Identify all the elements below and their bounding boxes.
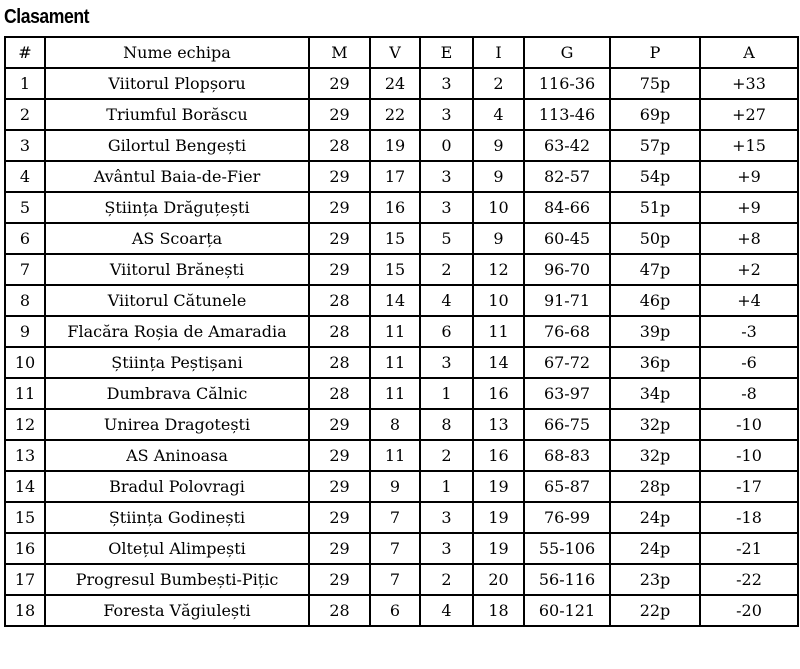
header-row [5, 37, 798, 68]
header-wins: V [370, 37, 420, 68]
team-name-cell: Triumful Borăscu [45, 99, 309, 130]
points-cell: 54p [610, 161, 700, 192]
header-losses: I [473, 37, 524, 68]
wins-cell: 11 [370, 378, 420, 409]
matches-cell: 29 [309, 564, 370, 595]
wins-cell: 24 [370, 68, 420, 99]
matches-cell: 29 [309, 161, 370, 192]
goals-cell: 113-46 [524, 99, 610, 130]
rank-cell: 3 [5, 130, 45, 161]
draws-cell: 8 [420, 409, 473, 440]
team-name-cell: Știința Godinești [45, 502, 309, 533]
rank-cell: 10 [5, 347, 45, 378]
losses-cell: 10 [473, 285, 524, 316]
table-row [5, 471, 798, 502]
team-name-cell: Flacăra Roșia de Amaradia [45, 316, 309, 347]
wins-cell: 11 [370, 440, 420, 471]
team-name-cell: Unirea Dragotești [45, 409, 309, 440]
table-row [5, 564, 798, 595]
points-cell: 34p [610, 378, 700, 409]
points-cell: 69p [610, 99, 700, 130]
points-cell: 46p [610, 285, 700, 316]
table-row [5, 192, 798, 223]
matches-cell: 29 [309, 471, 370, 502]
goal-difference-cell: -8 [700, 378, 798, 409]
wins-cell: 7 [370, 533, 420, 564]
rank-cell: 18 [5, 595, 45, 626]
table-row [5, 533, 798, 564]
header-team-name: Nume echipa [45, 37, 309, 68]
goals-cell: 67-72 [524, 347, 610, 378]
goals-cell: 82-57 [524, 161, 610, 192]
points-cell: 50p [610, 223, 700, 254]
draws-cell: 3 [420, 161, 473, 192]
losses-cell: 4 [473, 99, 524, 130]
team-name-cell: Progresul Bumbești-Pițic [45, 564, 309, 595]
goal-difference-cell: +2 [700, 254, 798, 285]
header-draws: E [420, 37, 473, 68]
draws-cell: 5 [420, 223, 473, 254]
goals-cell: 60-121 [524, 595, 610, 626]
goal-difference-cell: -18 [700, 502, 798, 533]
losses-cell: 14 [473, 347, 524, 378]
team-name-cell: Viitorul Brănești [45, 254, 309, 285]
matches-cell: 29 [309, 409, 370, 440]
goals-cell: 116-36 [524, 68, 610, 99]
draws-cell: 2 [420, 254, 473, 285]
goal-difference-cell: -21 [700, 533, 798, 564]
team-name-cell: AS Scoarța [45, 223, 309, 254]
draws-cell: 3 [420, 68, 473, 99]
draws-cell: 3 [420, 192, 473, 223]
points-cell: 32p [610, 440, 700, 471]
table-row [5, 254, 798, 285]
team-name-cell: Dumbrava Călnic [45, 378, 309, 409]
header-points: P [610, 37, 700, 68]
points-cell: 57p [610, 130, 700, 161]
matches-cell: 28 [309, 130, 370, 161]
points-cell: 75p [610, 68, 700, 99]
goal-difference-cell: -22 [700, 564, 798, 595]
losses-cell: 19 [473, 471, 524, 502]
wins-cell: 15 [370, 254, 420, 285]
goal-difference-cell: -10 [700, 440, 798, 471]
points-cell: 24p [610, 502, 700, 533]
goal-difference-cell: +9 [700, 161, 798, 192]
draws-cell: 4 [420, 285, 473, 316]
draws-cell: 6 [420, 316, 473, 347]
table-row [5, 316, 798, 347]
goals-cell: 96-70 [524, 254, 610, 285]
wins-cell: 15 [370, 223, 420, 254]
draws-cell: 2 [420, 564, 473, 595]
goal-difference-cell: +4 [700, 285, 798, 316]
rank-cell: 5 [5, 192, 45, 223]
draws-cell: 2 [420, 440, 473, 471]
wins-cell: 22 [370, 99, 420, 130]
wins-cell: 14 [370, 285, 420, 316]
goals-cell: 56-116 [524, 564, 610, 595]
losses-cell: 13 [473, 409, 524, 440]
losses-cell: 9 [473, 130, 524, 161]
table-row [5, 68, 798, 99]
header-matches: M [309, 37, 370, 68]
matches-cell: 29 [309, 502, 370, 533]
goal-difference-cell: +15 [700, 130, 798, 161]
points-cell: 23p [610, 564, 700, 595]
table-row [5, 223, 798, 254]
points-cell: 51p [610, 192, 700, 223]
draws-cell: 0 [420, 130, 473, 161]
rank-cell: 4 [5, 161, 45, 192]
rank-cell: 2 [5, 99, 45, 130]
draws-cell: 1 [420, 378, 473, 409]
header-rank: # [5, 37, 45, 68]
goals-cell: 76-68 [524, 316, 610, 347]
goals-cell: 76-99 [524, 502, 610, 533]
goal-difference-cell: -3 [700, 316, 798, 347]
table-row [5, 378, 798, 409]
table-row [5, 130, 798, 161]
page-title: Clasament [4, 6, 90, 28]
losses-cell: 2 [473, 68, 524, 99]
losses-cell: 12 [473, 254, 524, 285]
table-row [5, 99, 798, 130]
header-goal-difference: A [700, 37, 798, 68]
rank-cell: 6 [5, 223, 45, 254]
rank-cell: 14 [5, 471, 45, 502]
goal-difference-cell: -6 [700, 347, 798, 378]
goal-difference-cell: +8 [700, 223, 798, 254]
points-cell: 39p [610, 316, 700, 347]
rank-cell: 9 [5, 316, 45, 347]
rank-cell: 17 [5, 564, 45, 595]
matches-cell: 29 [309, 192, 370, 223]
losses-cell: 19 [473, 533, 524, 564]
goals-cell: 55-106 [524, 533, 610, 564]
team-name-cell: Știința Drăguțești [45, 192, 309, 223]
goals-cell: 68-83 [524, 440, 610, 471]
table-row [5, 347, 798, 378]
goal-difference-cell: +9 [700, 192, 798, 223]
wins-cell: 19 [370, 130, 420, 161]
wins-cell: 6 [370, 595, 420, 626]
matches-cell: 29 [309, 68, 370, 99]
losses-cell: 10 [473, 192, 524, 223]
team-name-cell: Foresta Văgiulești [45, 595, 309, 626]
matches-cell: 28 [309, 378, 370, 409]
team-name-cell: Știința Peștișani [45, 347, 309, 378]
losses-cell: 19 [473, 502, 524, 533]
matches-cell: 29 [309, 99, 370, 130]
rank-cell: 11 [5, 378, 45, 409]
losses-cell: 9 [473, 161, 524, 192]
draws-cell: 3 [420, 347, 473, 378]
rank-cell: 13 [5, 440, 45, 471]
matches-cell: 29 [309, 440, 370, 471]
matches-cell: 29 [309, 223, 370, 254]
draws-cell: 1 [420, 471, 473, 502]
table-row [5, 161, 798, 192]
rank-cell: 7 [5, 254, 45, 285]
matches-cell: 29 [309, 533, 370, 564]
wins-cell: 7 [370, 564, 420, 595]
goals-cell: 63-42 [524, 130, 610, 161]
matches-cell: 28 [309, 347, 370, 378]
wins-cell: 9 [370, 471, 420, 502]
rank-cell: 8 [5, 285, 45, 316]
table-row [5, 440, 798, 471]
draws-cell: 3 [420, 533, 473, 564]
losses-cell: 18 [473, 595, 524, 626]
wins-cell: 7 [370, 502, 420, 533]
losses-cell: 9 [473, 223, 524, 254]
wins-cell: 11 [370, 347, 420, 378]
points-cell: 24p [610, 533, 700, 564]
points-cell: 32p [610, 409, 700, 440]
points-cell: 36p [610, 347, 700, 378]
standings-table [4, 36, 799, 627]
table-row [5, 409, 798, 440]
matches-cell: 28 [309, 316, 370, 347]
wins-cell: 8 [370, 409, 420, 440]
wins-cell: 11 [370, 316, 420, 347]
team-name-cell: Oltețul Alimpești [45, 533, 309, 564]
goals-cell: 60-45 [524, 223, 610, 254]
draws-cell: 4 [420, 595, 473, 626]
goals-cell: 91-71 [524, 285, 610, 316]
draws-cell: 3 [420, 502, 473, 533]
matches-cell: 28 [309, 285, 370, 316]
team-name-cell: Bradul Polovragi [45, 471, 309, 502]
table-row [5, 285, 798, 316]
wins-cell: 17 [370, 161, 420, 192]
team-name-cell: Viitorul Cătunele [45, 285, 309, 316]
losses-cell: 20 [473, 564, 524, 595]
goals-cell: 84-66 [524, 192, 610, 223]
goal-difference-cell: -10 [700, 409, 798, 440]
points-cell: 22p [610, 595, 700, 626]
team-name-cell: Avântul Baia-de-Fier [45, 161, 309, 192]
standings-body [5, 68, 798, 626]
goal-difference-cell: +33 [700, 68, 798, 99]
goal-difference-cell: -17 [700, 471, 798, 502]
table-row [5, 502, 798, 533]
rank-cell: 1 [5, 68, 45, 99]
team-name-cell: Viitorul Plopșoru [45, 68, 309, 99]
losses-cell: 16 [473, 440, 524, 471]
header-goals: G [524, 37, 610, 68]
rank-cell: 16 [5, 533, 45, 564]
team-name-cell: AS Aninoasa [45, 440, 309, 471]
table-row [5, 595, 798, 626]
team-name-cell: Gilortul Bengești [45, 130, 309, 161]
matches-cell: 29 [309, 254, 370, 285]
goal-difference-cell: +27 [700, 99, 798, 130]
draws-cell: 3 [420, 99, 473, 130]
losses-cell: 11 [473, 316, 524, 347]
rank-cell: 15 [5, 502, 45, 533]
goal-difference-cell: -20 [700, 595, 798, 626]
goals-cell: 63-97 [524, 378, 610, 409]
points-cell: 28p [610, 471, 700, 502]
goals-cell: 65-87 [524, 471, 610, 502]
goals-cell: 66-75 [524, 409, 610, 440]
points-cell: 47p [610, 254, 700, 285]
wins-cell: 16 [370, 192, 420, 223]
losses-cell: 16 [473, 378, 524, 409]
matches-cell: 28 [309, 595, 370, 626]
rank-cell: 12 [5, 409, 45, 440]
